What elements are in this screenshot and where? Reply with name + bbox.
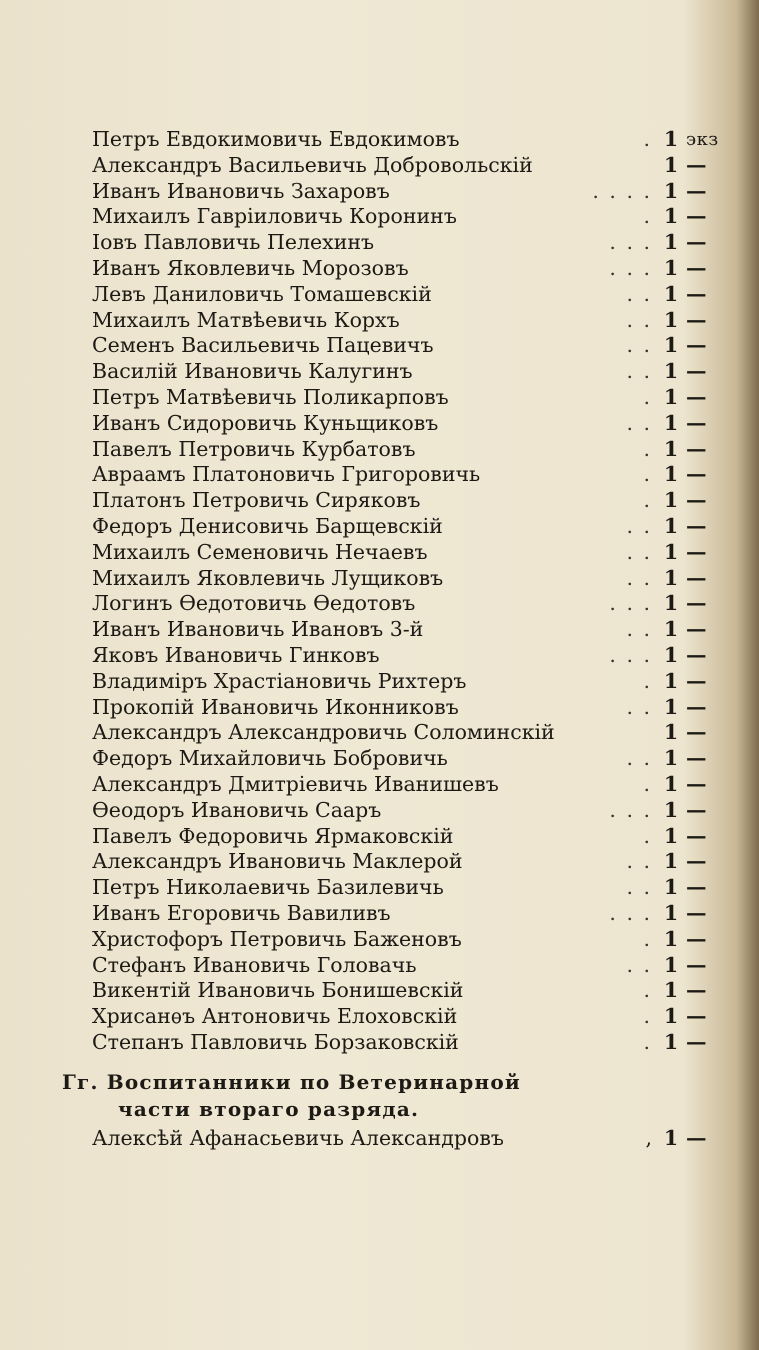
copy-count: 1 (663, 694, 679, 719)
copy-unit: — (686, 1004, 707, 1029)
subscriber-name: Ѳеодоръ Ивановичь Сааръ (92, 797, 382, 822)
leader-dots: . . . (609, 230, 652, 255)
leader-dots: . . (626, 849, 652, 874)
leader-dots: . (643, 204, 652, 229)
leader-dots: . (643, 436, 652, 461)
leader-dots: . (643, 1029, 652, 1054)
subscriber-name: Петръ Матвѣевичь Поликарповъ (92, 384, 449, 409)
list-item (92, 411, 732, 437)
copy-unit: — (686, 384, 707, 409)
list-item (92, 772, 732, 798)
copy-count: 1 (663, 178, 679, 203)
subscriber-name: Иванъ Ивановичь Ивановъ 3-й (92, 617, 424, 642)
copy-count: 1 (663, 436, 679, 461)
subscriber-name: Иванъ Сидоровичь Куньщиковъ (92, 410, 439, 435)
subscriber-name: Платонъ Петровичь Сиряковъ (92, 488, 421, 513)
list-item (92, 695, 732, 721)
list-item (92, 798, 732, 824)
copy-count: 1 (663, 333, 679, 358)
copy-unit: — (686, 668, 707, 693)
copy-unit: — (686, 359, 707, 384)
list-item (92, 514, 732, 540)
leader-dots: . . (626, 875, 652, 900)
copy-unit: — (686, 513, 707, 538)
subscriber-name: Степанъ Павловичь Борзаковскій (92, 1029, 459, 1054)
copy-count: 1 (663, 591, 679, 616)
leader-dots: . (643, 668, 652, 693)
leader-dots: . . (626, 746, 652, 771)
copy-count: 1 (663, 1004, 679, 1029)
copy-count: 1 (663, 875, 679, 900)
copy-count: 1 (663, 488, 679, 513)
subscriber-name: Алексѣй Афанасьевичь Александровъ (92, 1126, 504, 1150)
copy-unit: — (686, 926, 707, 951)
copy-count: 1 (663, 952, 679, 977)
copy-count: 1 (663, 746, 679, 771)
leader-dots: . . . (609, 591, 652, 616)
subscriber-name: Владиміръ Храстіановичь Рихтеръ (92, 668, 467, 693)
list-item (92, 1004, 732, 1030)
subscriber-name: Хрисанѳъ Антоновичь Елоховскій (92, 1004, 458, 1029)
copy-unit: — (686, 255, 707, 280)
copy-count: 1 (663, 359, 679, 384)
list-item (92, 566, 732, 592)
list-item (92, 437, 732, 463)
copy-count: 1 (663, 849, 679, 874)
leader-dots: . (643, 462, 652, 487)
subscriber-name: Викентій Ивановичь Бонишевскій (92, 978, 464, 1003)
copy-count: 1 (663, 204, 679, 229)
list-item (92, 1030, 732, 1056)
subscriber-name: Михаилъ Матвѣевичь Корхъ (92, 307, 400, 332)
copy-unit: — (686, 642, 707, 667)
leader-dots: . . (626, 565, 652, 590)
copy-count: 1 (663, 127, 679, 151)
copy-count: 1 (663, 900, 679, 925)
list-item (92, 978, 732, 1004)
leader-dots: . . . (609, 642, 652, 667)
subscriber-name: Стефанъ Ивановичь Головачь (92, 952, 417, 977)
subscriber-name: Иванъ Ивановичь Захаровъ (92, 178, 390, 203)
copy-count: 1 (663, 720, 679, 745)
copy-unit: — (686, 849, 707, 874)
subscriber-name: Петръ Николаевичь Базилевичь (92, 875, 444, 900)
list-item (92, 591, 732, 617)
leader-dots: . . . . (592, 178, 652, 203)
subscriber-name: Федоръ Денисовичь Барщевскій (92, 513, 443, 538)
subscriber-name: Михаилъ Гавріиловичь Коронинъ (92, 204, 457, 229)
list-item (92, 385, 732, 411)
leader-dots: . . (626, 359, 652, 384)
copy-unit: — (686, 230, 707, 255)
list-item (92, 849, 732, 875)
leader-dots: . . (626, 333, 652, 358)
subscriber-name: Федоръ Михайловичь Бобровичь (92, 746, 448, 771)
leader-dots: . . (626, 410, 652, 435)
subscriber-name: Михаилъ Яковлевичь Лущиковъ (92, 565, 444, 590)
copy-count: 1 (663, 926, 679, 951)
list-item (92, 282, 732, 308)
list-item (92, 927, 732, 953)
subscriber-name: Петръ Евдокимовичь Евдокимовъ (92, 127, 460, 151)
list-item (92, 824, 732, 850)
subscriber-name: Семенъ Васильевичь Пацевичъ (92, 333, 434, 358)
list-item (92, 230, 732, 256)
copy-unit: — (686, 1029, 707, 1054)
leader-dots: . . (626, 513, 652, 538)
list-item (92, 643, 732, 669)
subscriber-name: Павелъ Федоровичь Ярмаковскій (92, 823, 454, 848)
copy-count: 1 (663, 410, 679, 435)
subscriber-name: Иванъ Яковлевичь Морозовъ (92, 255, 409, 280)
leader-dots: . (643, 488, 652, 513)
subscriber-list (92, 127, 732, 1056)
leader-dots: . . (626, 694, 652, 719)
copy-unit: — (686, 771, 707, 796)
subscriber-name: Александръ Дмитріевичь Иванишевъ (92, 771, 499, 796)
list-item (92, 669, 732, 695)
leader-dots: . . . (609, 797, 652, 822)
copy-count: 1 (663, 823, 679, 848)
subscriber-name: Павелъ Петровичь Курбатовъ (92, 436, 416, 461)
list-item (92, 901, 732, 927)
copy-unit: — (686, 204, 707, 229)
list-item (92, 256, 732, 282)
copy-unit: — (686, 436, 707, 461)
list-item (92, 179, 732, 205)
subscriber-name: Іовъ Павловичь Пелехинъ (92, 230, 375, 255)
list-item (92, 488, 732, 514)
leader-dots: . (643, 978, 652, 1003)
subscriber-name: Александръ Васильевичь Добровольскій (92, 152, 533, 177)
section-heading (62, 1069, 662, 1123)
copy-count: 1 (663, 1029, 679, 1054)
leader-dots: . (643, 771, 652, 796)
copy-count: 1 (663, 797, 679, 822)
copy-unit: — (686, 462, 707, 487)
list-item (92, 153, 732, 179)
copy-count: 1 (663, 152, 679, 177)
list-item (92, 746, 732, 772)
leader-dots: . (643, 926, 652, 951)
copy-unit: — (686, 539, 707, 564)
list-item (92, 617, 732, 643)
copy-unit: — (686, 823, 707, 848)
copy-unit: — (686, 591, 707, 616)
subscriber-name: Иванъ Егоровичь Вавиливъ (92, 900, 391, 925)
subscriber-name: Михаилъ Семеновичь Нечаевъ (92, 539, 428, 564)
section-heading-line1: Гг. Воспитанники по Ветеринарной (62, 1070, 521, 1094)
copy-count: 1 (663, 771, 679, 796)
copy-count: 1 (663, 539, 679, 564)
copy-count: 1 (663, 281, 679, 306)
copy-unit: экз (686, 129, 719, 150)
leader-dots: . (643, 823, 652, 848)
leader-dots: . . . (609, 900, 652, 925)
subscriber-name: Александръ Ивановичь Маклерой (92, 849, 463, 874)
subscriber-name: Яковъ Ивановичь Гинковъ (92, 642, 380, 667)
list-item (92, 540, 732, 566)
list-item (92, 462, 732, 488)
copy-count: 1 (663, 642, 679, 667)
leader-dots: , (645, 1126, 652, 1150)
copy-unit: — (686, 281, 707, 306)
copy-unit: — (686, 952, 707, 977)
list-item (92, 127, 732, 153)
copy-count: 1 (663, 668, 679, 693)
subscriber-name: Логинъ Ѳедотовичь Ѳедотовъ (92, 591, 416, 616)
copy-unit: — (686, 1126, 707, 1150)
copy-count: 1 (663, 1126, 679, 1150)
copy-count: 1 (663, 513, 679, 538)
copy-unit: — (686, 617, 707, 642)
copy-count: 1 (663, 255, 679, 280)
copy-unit: — (686, 797, 707, 822)
copy-unit: — (686, 694, 707, 719)
subscriber-name: Александръ Александровичь Соломинскій (92, 720, 555, 745)
section-heading-line2: части втораго разряда. (118, 1097, 420, 1121)
copy-unit: — (686, 900, 707, 925)
copy-unit: — (686, 307, 707, 332)
subscriber-name: Христофоръ Петровичь Баженовъ (92, 926, 462, 951)
list-item (92, 359, 732, 385)
subscriber-name: Левъ Даниловичь Томашевскій (92, 281, 432, 306)
copy-count: 1 (663, 565, 679, 590)
copy-unit: — (686, 488, 707, 513)
copy-count: 1 (663, 462, 679, 487)
list-item (92, 204, 732, 230)
leader-dots: . (643, 384, 652, 409)
copy-unit: — (686, 152, 707, 177)
copy-unit: — (686, 565, 707, 590)
leader-dots: . (643, 127, 652, 151)
list-item-last (92, 1124, 732, 1152)
list-item (92, 953, 732, 979)
list-item (92, 308, 732, 334)
list-item (92, 875, 732, 901)
leader-dots: . . . (609, 255, 652, 280)
copy-unit: — (686, 720, 707, 745)
list-item (92, 333, 732, 359)
copy-unit: — (686, 746, 707, 771)
leader-dots: . . (626, 281, 652, 306)
copy-unit: — (686, 978, 707, 1003)
copy-count: 1 (663, 384, 679, 409)
leader-dots: . . (626, 952, 652, 977)
copy-count: 1 (663, 307, 679, 332)
copy-count: 1 (663, 978, 679, 1003)
copy-unit: — (686, 410, 707, 435)
copy-count: 1 (663, 230, 679, 255)
copy-count: 1 (663, 617, 679, 642)
leader-dots: . . (626, 539, 652, 564)
list-item (92, 720, 732, 746)
copy-unit: — (686, 875, 707, 900)
copy-unit: — (686, 333, 707, 358)
leader-dots: . . (626, 307, 652, 332)
subscriber-name: Прокопій Ивановичь Иконниковъ (92, 694, 459, 719)
copy-unit: — (686, 178, 707, 203)
subscriber-name: Авраамъ Платоновичь Григоровичь (92, 462, 481, 487)
subscriber-name: Василій Ивановичь Калугинъ (92, 359, 413, 384)
leader-dots: . . (626, 617, 652, 642)
leader-dots: . (643, 1004, 652, 1029)
